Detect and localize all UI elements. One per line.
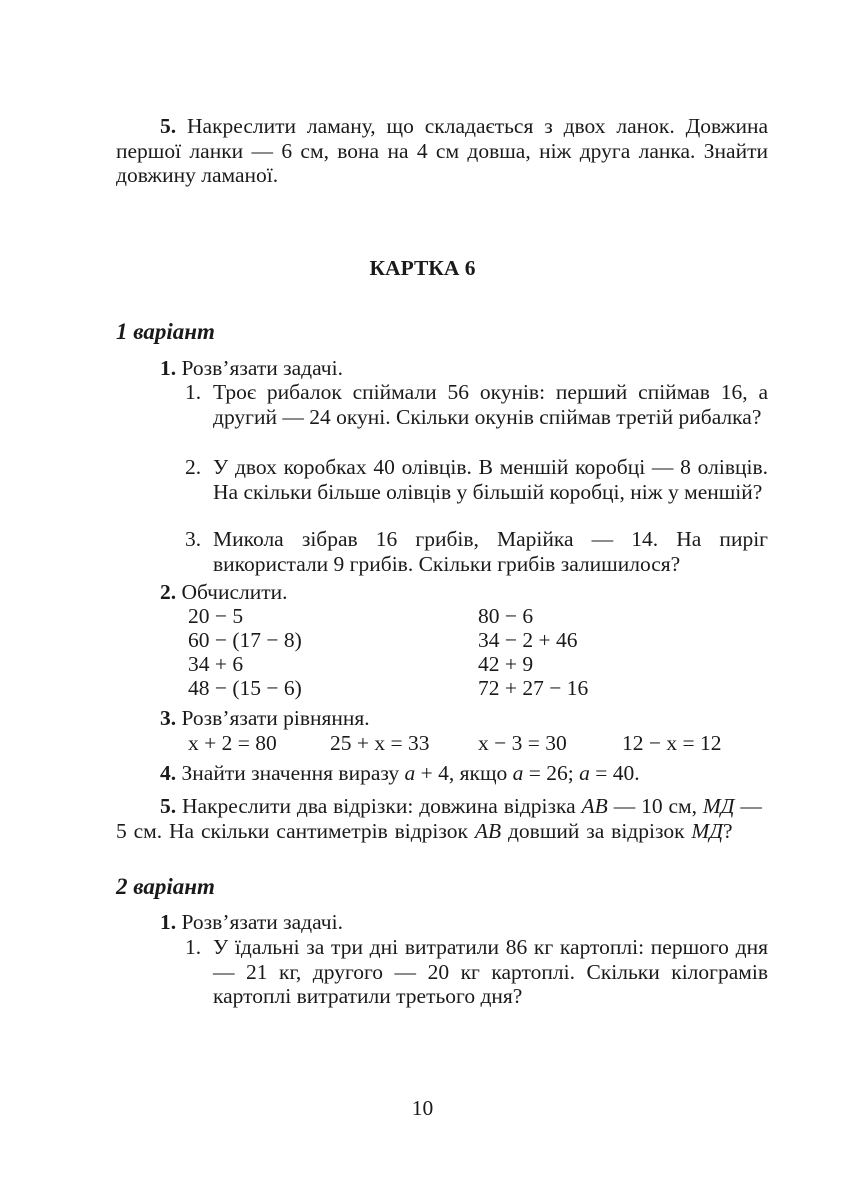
v1-task4-var-a-2: a [512, 761, 524, 785]
v1-task2-label: Обчислити. [181, 580, 288, 604]
variant-1-title: 1 варіант [116, 319, 215, 344]
v1-equation-4: 12 − x = 12 [622, 731, 722, 755]
v1-calc-right-3: 42 + 9 [478, 652, 534, 676]
v1-equation-2: 25 + x = 33 [330, 731, 430, 755]
v1-task4-text-b: + 4, якщо [415, 761, 513, 785]
v1-task4 [160, 761, 640, 786]
v1-calc-right-4: 72 + 27 − 16 [478, 676, 589, 700]
v1-equation-3: x − 3 = 30 [478, 731, 567, 755]
v2-problem-1-text: У їдальні за три дні витратили 86 кг картоплі: першого дня — 21 кг, другого — 20 кг картоплі. Скільки кілограмів картоплі витратили третього дня? [213, 935, 768, 1008]
v1-task4-var-a-3: a [579, 761, 590, 785]
v1-problem-2-number: 2. [185, 455, 202, 479]
intro-task [116, 114, 768, 188]
v1-task4-text-d: = 40. [589, 761, 640, 785]
intro-task-number: 5. [160, 114, 177, 138]
v2-task1-number: 1. [160, 910, 177, 934]
v1-calc-left-2: 60 − (17 − 8) [188, 628, 302, 652]
v1-task5-seg-ab: АВ [581, 794, 608, 818]
page-number: 10 [411, 1096, 434, 1120]
variant-2-title: 2 варіант [116, 874, 215, 899]
v1-problem-2-text: У двох коробках 40 олівців. В меншій коробці — 8 олівців. На скільки більше олівців у більшій коробці, ніж у меншій? [213, 455, 768, 504]
v2-task1-label: Розв’язати задачі. [181, 910, 343, 934]
v1-problem-3-number: 3. [185, 527, 202, 551]
v1-task5-t4: 5 см. На скільки сантиметрів відрізок [116, 818, 475, 843]
v1-task3-label: Розв’язати рівняння. [181, 706, 370, 730]
v1-task4-text-a: Знайти значення виразу [181, 761, 405, 785]
v1-problem-3-text: Микола зібрав 16 грибів, Марійка — 14. На пиріг використали 9 грибів. Скільки грибів залишилося? [213, 527, 768, 576]
v1-task5-seg-ab-2: АВ [474, 818, 502, 843]
v1-task1-heading [160, 356, 343, 381]
v1-equation-1: x + 2 = 80 [188, 731, 277, 755]
v1-calc-right-1: 80 − 6 [478, 604, 534, 628]
intro-task-text: Накреслити ламану, що складається з двох ланок. Довжина першої ланки — 6 см, вона на 4 см довша, ніж друга ланка. Знайти довжину ламаної. [116, 114, 768, 187]
v1-task5-t2: — 10 см, [607, 794, 703, 818]
v1-task5-number: 5. [160, 794, 177, 818]
v1-calc-left-1: 20 − 5 [188, 604, 244, 628]
v1-task5 [116, 794, 768, 843]
v2-task1-heading [160, 910, 343, 935]
v1-task5-t1: Накреслити два відрізки: довжина відрізка [182, 794, 582, 818]
v1-task4-text-c: = 26; [523, 761, 580, 785]
v1-task1-label: Розв’язати задачі. [181, 356, 343, 380]
v1-task4-number: 4. [160, 761, 177, 785]
v1-calc-left-3: 34 + 6 [188, 652, 244, 676]
v1-task5-seg-md-2: МД [691, 818, 723, 843]
v1-task3-heading [160, 706, 370, 731]
v1-problem-1-number: 1. [185, 380, 202, 404]
v1-task3-number: 3. [160, 706, 177, 730]
card-title: КАРТКА 6 [369, 256, 476, 280]
v1-calc-left-4: 48 − (15 − 6) [188, 676, 302, 700]
v1-calc-right-2: 34 − 2 + 46 [478, 628, 578, 652]
v1-task5-t3: — [734, 794, 762, 818]
v1-task5-line-2 [116, 819, 768, 844]
v1-task1-number: 1. [160, 356, 177, 380]
v1-task4-var-a: a [404, 761, 416, 785]
v1-task2-number: 2. [160, 580, 177, 604]
v1-task5-t6: ? [723, 818, 733, 843]
v1-task5-seg-md: МД [702, 794, 735, 818]
v1-task5-line-1 [116, 794, 768, 819]
v1-task5-t5: довший за відрізок [501, 818, 692, 843]
v1-task2-heading [160, 580, 288, 605]
v1-problem-1-text: Троє рибалок спіймали 56 окунів: перший спіймав 16, а другий — 24 окуні. Скільки окунів спіймав третій рибалка? [213, 380, 768, 429]
v2-problem-1-number: 1. [185, 935, 202, 959]
